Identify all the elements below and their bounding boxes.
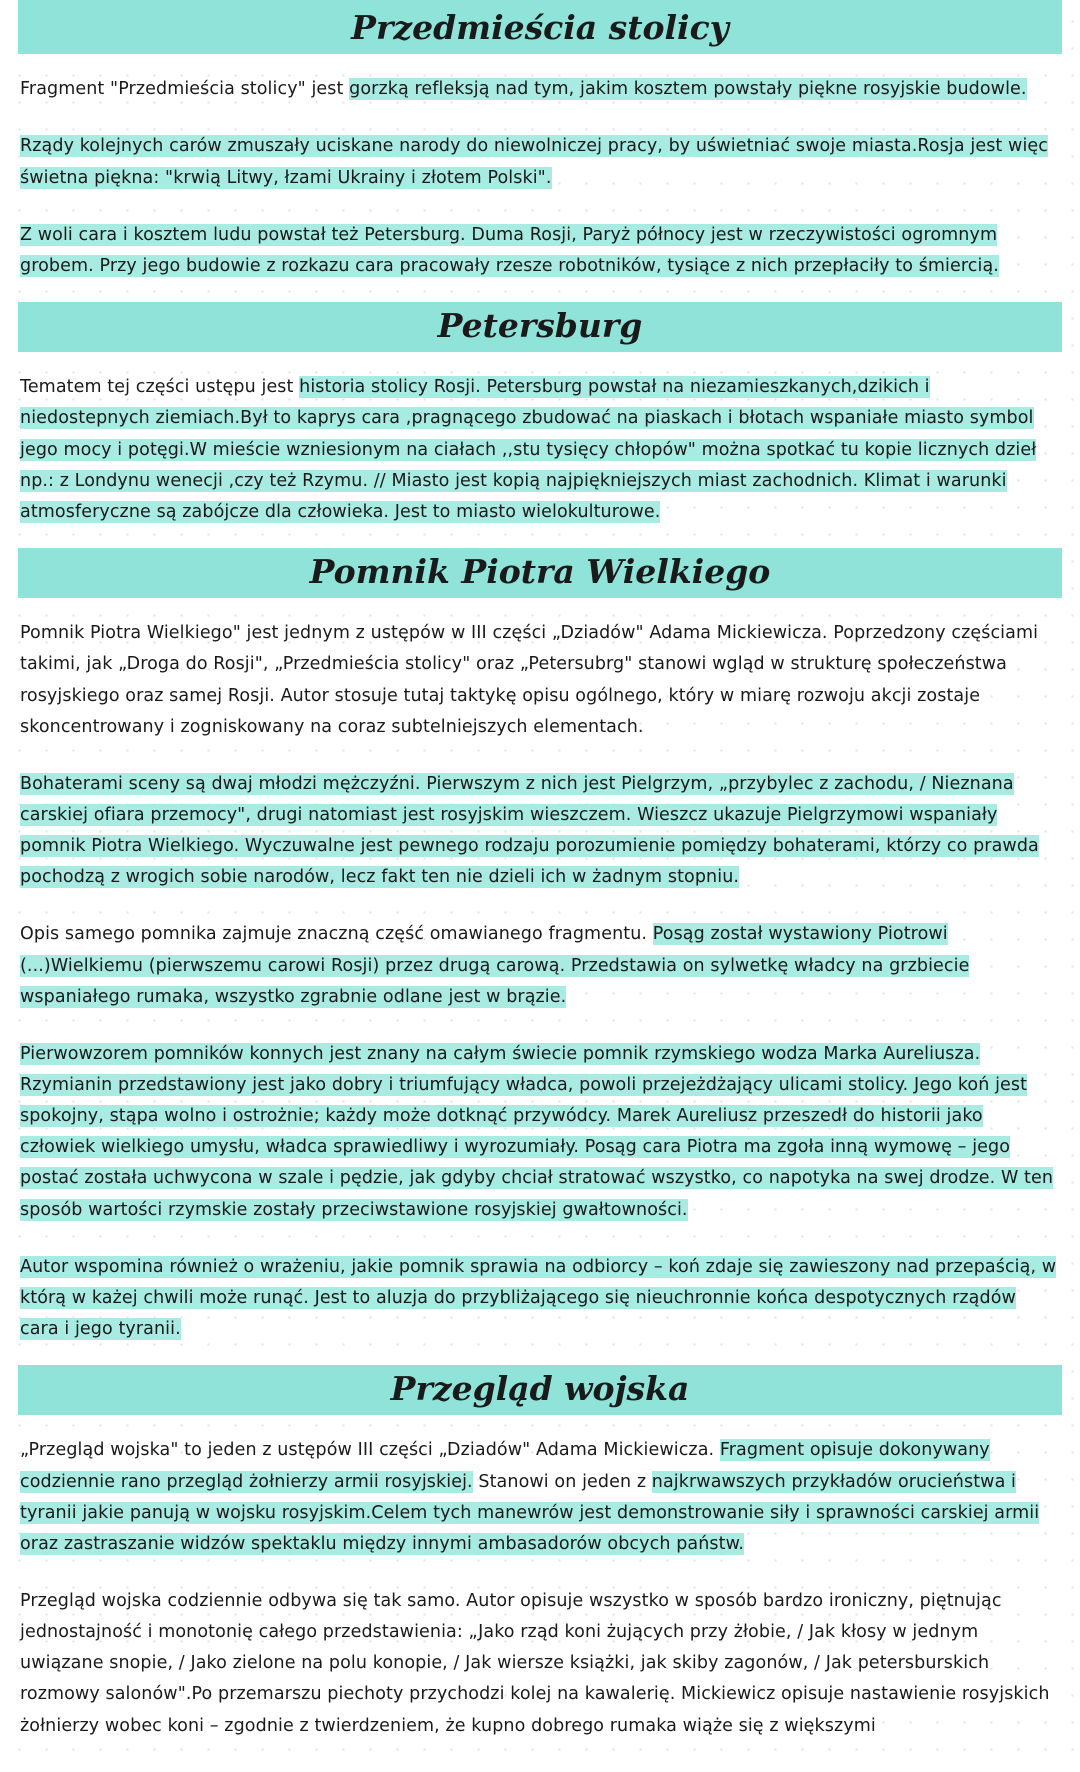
plain-text: Stanowi on jeden z [472, 1471, 652, 1492]
highlighted-text: Fragment opisuje dokonywany codziennie rano przegląd żołnierzy armii rosyjskiej. [20, 1440, 990, 1492]
paragraph-p5 [18, 618, 1062, 743]
plain-text: Tematem tej części ustępu jest [20, 377, 300, 398]
spacer [18, 54, 1062, 74]
spacer [18, 893, 1062, 919]
highlighted-text: najkrwawszych przykładów orucieństwa i tyranii jakie panują w wojsku rosyjskim.Celem tych manewrów jest demonstrowanie siły i sprawności carskiej armii oraz zastraszanie widzów spektaklu między innymi ambasadorów obcych państw. [20, 1471, 1040, 1554]
paragraph-p10 [18, 1435, 1062, 1560]
spacer [18, 352, 1062, 372]
spacer [18, 1742, 1062, 1762]
spacer [18, 743, 1062, 769]
spacer [18, 1013, 1062, 1039]
highlighted-text: Rządy kolejnych carów zmuszały uciskane narody do niewolniczej pracy, by uświetniać swoje miasta.Rosja jest więc świetna piękna: "krwią Litwy, łzami Ukrainy i złotem Polski". [20, 136, 1049, 188]
section-heading-petersburg: Petersburg [18, 302, 1062, 352]
spacer [18, 598, 1062, 618]
spacer [18, 1415, 1062, 1435]
paragraph-p4 [18, 372, 1062, 528]
paragraph-p9 [18, 1252, 1062, 1345]
spacer [18, 1560, 1062, 1586]
plain-text: Opis samego pomnika zajmuje znaczną część omawianego fragmentu. [20, 924, 653, 945]
section-heading-przedmiescia-stolicy: Przedmieścia stolicy [18, 0, 1062, 54]
spacer [18, 1345, 1062, 1365]
plain-text: „Przegląd wojska" to jeden z ustępów III części „Dziadów" Adama Mickiewicza. [20, 1440, 720, 1461]
spacer [18, 1226, 1062, 1252]
section-heading-pomnik-piotra-wielkiego: Pomnik Piotra Wielkiego [18, 548, 1062, 598]
paragraph-p6 [18, 769, 1062, 894]
paragraph-p7 [18, 919, 1062, 1012]
highlighted-text: Z woli cara i kosztem ludu powstał też Petersburg. Duma Rosji, Paryż północy jest w rzeczywistości ogromnym grobem. Przy jego budowie z rozkazu cara pracowały rzesze robotników, tysiące z nich przepłaciły to śmiercią. [20, 224, 999, 276]
paragraph-p11 [18, 1586, 1062, 1742]
highlighted-text: historia stolicy Rosji. Petersburg powstał na niezamieszkanych,dzikich i niedostepnych ziemiach.Był to kaprys cara ,pragnącego zbudować na piaskach i błotach wspaniałe miasto symbol jego mocy i potęgi.W mieście wzniesionym na ciałach ,,stu tysięcy chłopów" można spotkać tu kopie licznych dzieł np.: z Londynu wenecji ,czy też Rzymu. // Miasto jest kopią najpiękniejszych miast zachodnich. Klimat i warunki atmosferyczne są zabójcze dla człowieka. Jest to miasto wielokulturowe. [20, 377, 1037, 522]
highlighted-text: gorzką refleksją nad tym, jakim kosztem powstały piękne rosyjskie budowle. [349, 79, 1027, 100]
paragraph-p8 [18, 1039, 1062, 1226]
paragraph-p3 [18, 220, 1062, 282]
section-heading-przeglad-wojska: Przegląd wojska [18, 1365, 1062, 1415]
paragraph-p2 [18, 131, 1062, 193]
spacer [18, 528, 1062, 548]
highlighted-text: Autor wspomina również o wrażeniu, jakie pomnik sprawia na odbiorcy – koń zdaje się zawieszony nad przepaścią, w którą w każej chwili może runąć. Jest to aluzja do przybliżającego się nieuchronnie końca despotycznych rządów cara i jego tyranii. [20, 1256, 1057, 1339]
highlighted-text: Pierwowzorem pomników konnych jest znany na całym świecie pomnik rzymskiego wodza Marka Aureliusza. Rzymianin przedstawiony jest jako dobry i triumfujący władca, powoli przejeżdżający ulicami stolicy. Jego koń jest spokojny, stąpa wolno i ostrożnie; każdy może dotknąć przywódcy. Marek Aureliusz przeszedł do historii jako człowiek wielkiego umysłu, władca sprawiedliwy i wyrozumiały. Posąg cara Piotra ma zgoła inną wymowę – jego postać została uchwycona w szale i pędzie, jak gdyby chciał stratować wszystko, co napotyka na swej drodze. W ten sposób wartości rzymskie zostały przeciwstawione rosyjskiej gwałtowności. [20, 1043, 1054, 1220]
plain-text: Pomnik Piotra Wielkiego" jest jednym z ustępów w III części „Dziadów" Adama Mickiewicza. Poprzedzony częściami takimi, jak „Droga do Rosji", „Przedmieścia stolicy" oraz „Petersubrg" stanowi wgląd w strukturę społeczeństwa rosyjskiego oraz samej Rosji. Autor stosuje tutaj taktykę opisu ogólnego, który w miarę rozwoju akcji zostaje skoncentrowany i zogniskowany na coraz subtelniejszych elementach. [20, 623, 1039, 737]
plain-text: Fragment "Przedmieścia stolicy" jest [20, 79, 350, 100]
paragraph-p1 [18, 74, 1062, 105]
plain-text: Przegląd wojska codziennie odbywa się tak samo. Autor opisuje wszystko w sposób bardzo ironiczny, piętnując jednostajność i monotonię całego przedstawienia: „Jako rząd koni żujących przy żłobie, / Jak kłosy w jednym uwiązane snopie, / Jako zielone na polu konopie, / Jak wiersze książki, jak skiby zagonów, / Jak petersburskich rozmowy salonów".Po przemarszu piechoty przychodzi kolej na kawalerię. Mickiewicz opisuje nastawienie rosyjskich żołnierzy wobec koni – zgodnie z twierdzeniem, że kupno dobrego rumaka wiąże się z większymi [20, 1590, 1050, 1736]
spacer [18, 194, 1062, 220]
spacer [18, 105, 1062, 131]
highlighted-text: Posąg został wystawiony Piotrowi (...)Wielkiemu (pierwszemu carowi Rosji) przez drugą carową. Przedstawia on sylwetkę władcy na grzbiecie wspaniałego rumaka, wszystko zgrabnie odlane jest w brązie. [20, 924, 970, 1007]
highlighted-text: Bohaterami sceny są dwaj młodzi mężczyźni. Pierwszym z nich jest Pielgrzym, „przybylec z zachodu, / Nieznana carskiej ofiara przemocy", drugi natomiast jest rosyjskim wieszczem. Wieszcz ukazuje Pielgrzymowi wspaniały pomnik Piotra Wielkiego. Wyczuwalne jest pewnego rodzaju porozumienie pomiędzy bohaterami, którzy co prawda pochodzą z wrogich sobie narodów, lecz fakt ten nie dzieli ich w żadnym stopniu. [20, 773, 1039, 888]
spacer [18, 282, 1062, 302]
